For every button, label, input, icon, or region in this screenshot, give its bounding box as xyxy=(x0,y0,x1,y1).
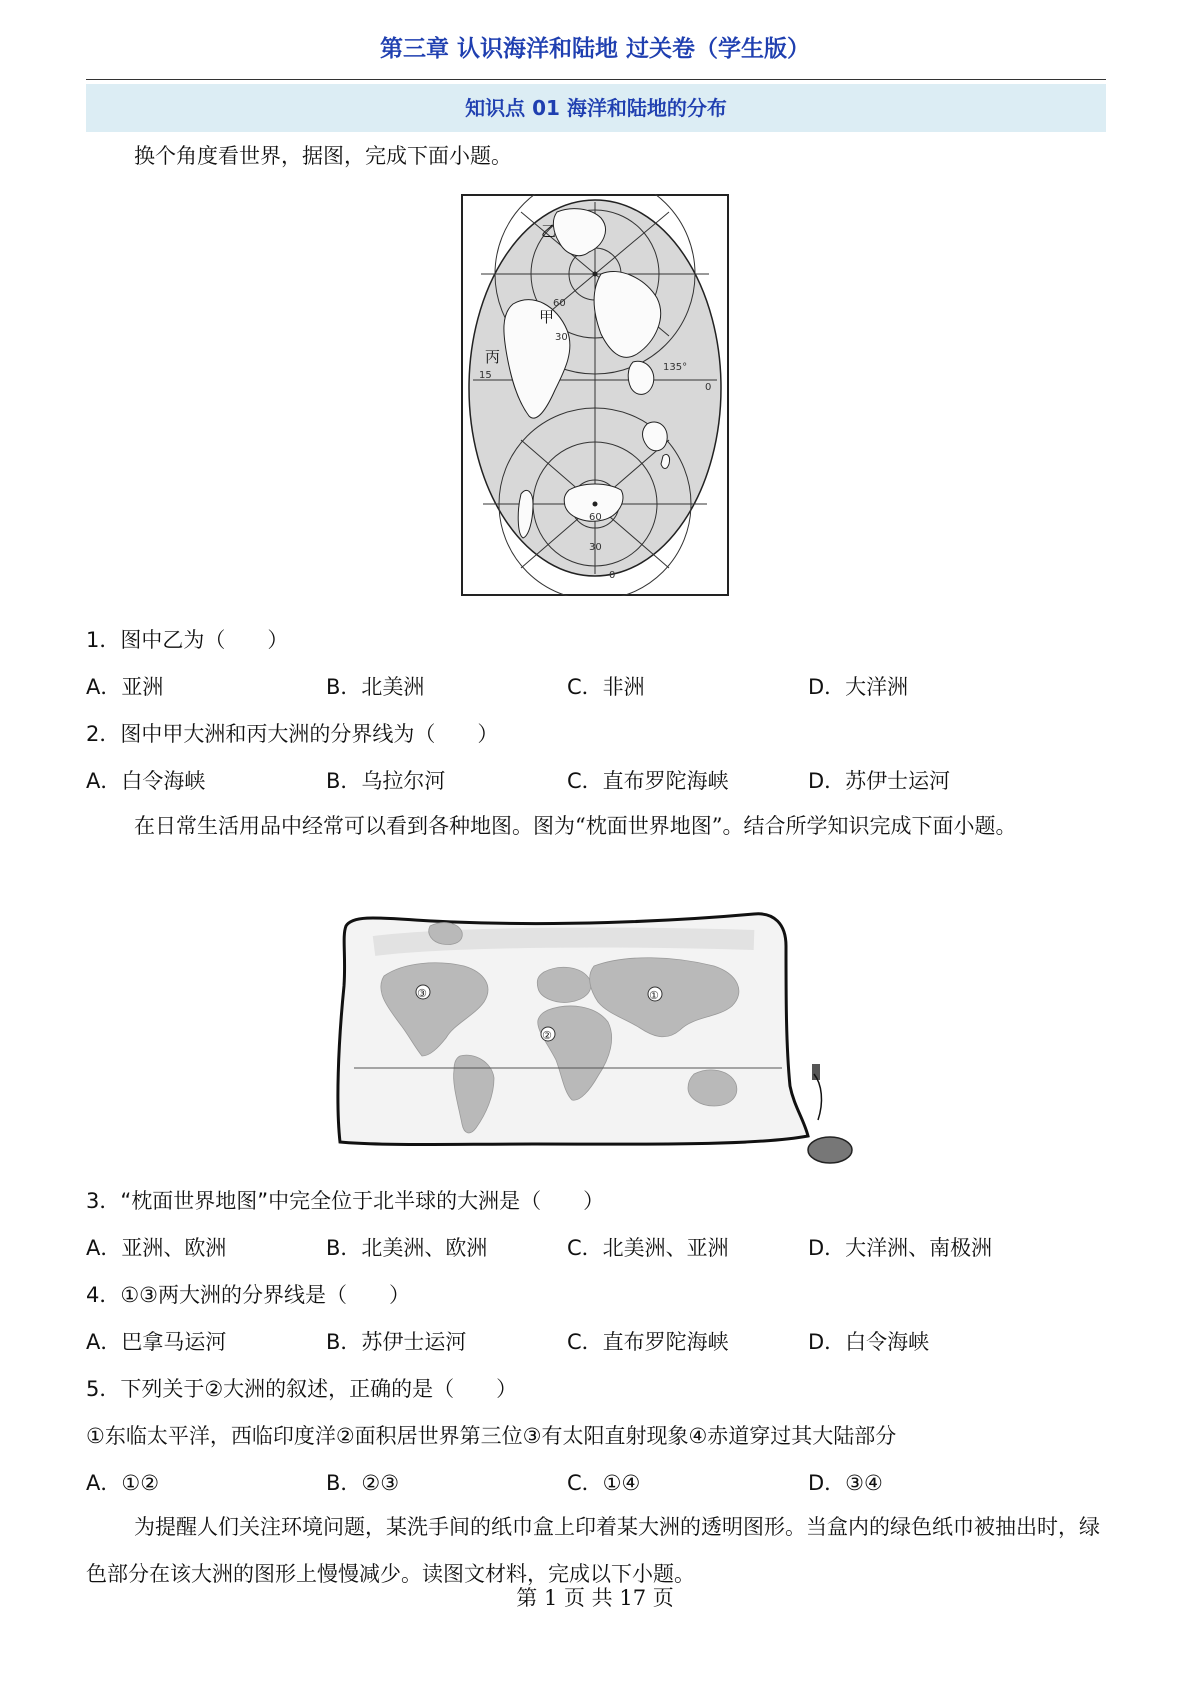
question-1-options xyxy=(86,671,1106,701)
q5-option-d[interactable]: D．③④ xyxy=(808,1471,883,1495)
q3-option-d[interactable]: D．大洋洲、南极洲 xyxy=(808,1236,993,1260)
q4-option-a[interactable]: A．巴拿马运河 xyxy=(86,1330,227,1354)
q4-option-d[interactable]: D．白令海峡 xyxy=(808,1330,930,1354)
pillow-world-map-figure xyxy=(334,906,854,1168)
intro-paragraph-3: 为提醒人们关注环境问题，某洗手间的纸巾盒上印着某大洲的透明图形。当盒内的绿色纸巾被抽出时，绿色部分在该大洲的图形上慢慢减少。读图文材料，完成以下小题。 xyxy=(86,1515,1100,1586)
label-bing: 丙 xyxy=(485,348,501,366)
q4-option-b[interactable]: B．苏伊士运河 xyxy=(326,1330,467,1354)
q3-option-b[interactable]: B．北美洲、欧洲 xyxy=(326,1236,488,1260)
q1-option-d[interactable]: D．大洋洲 xyxy=(808,675,909,699)
q3-option-a[interactable]: A．亚洲、欧洲 xyxy=(86,1236,227,1260)
q2-option-a[interactable]: A．白令海峡 xyxy=(86,769,206,793)
deg-30n: 30 xyxy=(555,332,568,343)
q2-option-d[interactable]: D．苏伊士运河 xyxy=(808,769,951,793)
label-jia: 甲 xyxy=(539,308,555,326)
q1-option-b[interactable]: B．北美洲 xyxy=(326,675,425,699)
document-title: 第三章 认识海洋和陆地 过关卷（学生版） xyxy=(379,36,810,62)
q5-option-a[interactable]: A．①② xyxy=(86,1471,160,1495)
deg-0-south: 0 xyxy=(609,570,616,581)
page-footer: 第 1 页 共 17 页 xyxy=(516,1586,674,1610)
question-5-statements: ①东临太平洋，西临印度洋②面积居世界第三位③有太阳直射现象④赤道穿过其大陆部分 xyxy=(86,1424,897,1448)
q1-option-a[interactable]: A．亚洲 xyxy=(86,675,164,699)
q4-option-c[interactable]: C．直布罗陀海峡 xyxy=(567,1330,729,1354)
pillow-mark-3: ③ xyxy=(417,987,427,1000)
q5-option-b[interactable]: B．②③ xyxy=(326,1471,400,1495)
question-4-stem: 4．①③两大洲的分界线是（ ） xyxy=(86,1283,411,1307)
q2-option-b[interactable]: B．乌拉尔河 xyxy=(326,769,446,793)
q2-option-c[interactable]: C．直布罗陀海峡 xyxy=(567,769,729,793)
deg-0-east: 0 xyxy=(705,382,712,393)
intro-paragraph-2: 在日常生活用品中经常可以看到各种地图。图为“枕面世界地图”。结合所学知识完成下面小题。 xyxy=(134,814,1017,838)
section-heading: 知识点 01 海洋和陆地的分布 xyxy=(86,84,1106,132)
deg-30s: 30 xyxy=(589,542,602,553)
intro-paragraph-1: 换个角度看世界，据图，完成下面小题。 xyxy=(134,144,512,168)
question-5-stem: 5．下列关于②大洲的叙述，正确的是（ ） xyxy=(86,1377,518,1401)
deg-60n: 60 xyxy=(553,298,566,309)
question-3-stem: 3．“枕面世界地图”中完全位于北半球的大洲是（ ） xyxy=(86,1189,605,1213)
deg-60s: 60 xyxy=(589,512,602,523)
question-2-options xyxy=(86,765,1106,795)
title-divider xyxy=(86,79,1106,80)
question-4-options xyxy=(86,1326,1106,1356)
deg-15: 15 xyxy=(479,370,492,381)
deg-135: 135° xyxy=(663,362,688,373)
question-1-stem: 1．图中乙为（ ） xyxy=(86,628,289,652)
question-5-options xyxy=(86,1467,1106,1497)
label-yi: 乙 xyxy=(541,222,557,240)
q1-option-c[interactable]: C．非洲 xyxy=(567,675,645,699)
question-2-stem: 2．图中甲大洲和丙大洲的分界线为（ ） xyxy=(86,722,499,746)
pillow-mark-1: ① xyxy=(649,989,659,1002)
world-map-figure xyxy=(461,194,729,596)
pillow-mark-2: ② xyxy=(542,1029,552,1042)
question-3-options xyxy=(86,1232,1106,1262)
q3-option-c[interactable]: C．北美洲、亚洲 xyxy=(567,1236,729,1260)
q5-option-c[interactable]: C．①④ xyxy=(567,1471,641,1495)
